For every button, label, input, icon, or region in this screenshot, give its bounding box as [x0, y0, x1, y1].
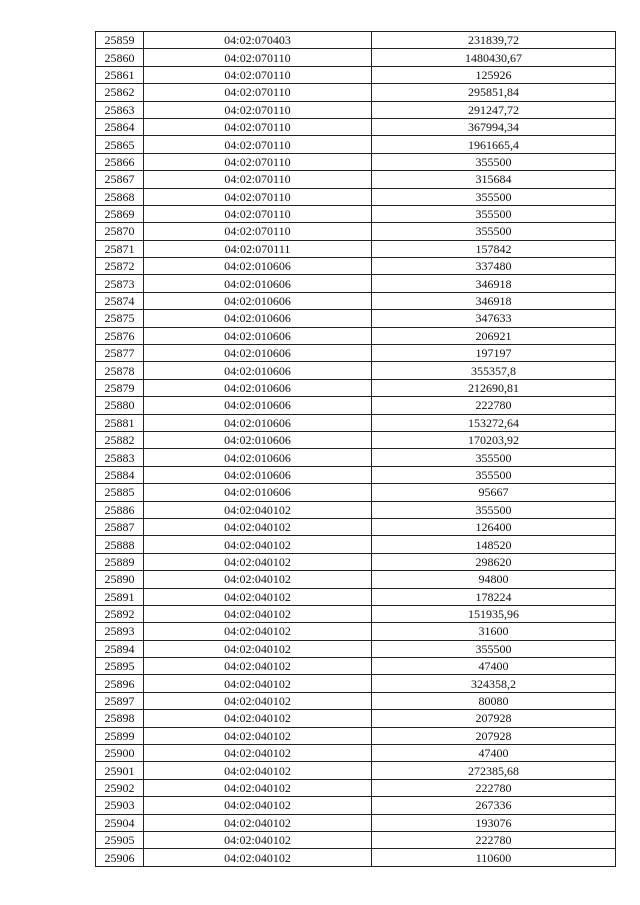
amount-cell: 207928 [372, 727, 616, 744]
table-row [96, 658, 616, 675]
cadastral-code-cell: 04:02:070110 [144, 84, 372, 101]
row-number-cell: 25897 [96, 692, 144, 709]
row-number-cell: 25871 [96, 240, 144, 257]
cadastral-code-cell: 04:02:040102 [144, 571, 372, 588]
cadastral-code-cell: 04:02:040102 [144, 727, 372, 744]
row-number-cell: 25878 [96, 362, 144, 379]
table-row [96, 327, 616, 344]
cadastral-code-cell: 04:02:070110 [144, 136, 372, 153]
amount-cell: 355500 [372, 223, 616, 240]
amount-cell: 47400 [372, 658, 616, 675]
row-number-cell: 25898 [96, 710, 144, 727]
cadastral-code-cell: 04:02:010606 [144, 466, 372, 483]
cadastral-code-cell: 04:02:040102 [144, 675, 372, 692]
amount-cell: 355357,8 [372, 362, 616, 379]
row-number-cell: 25866 [96, 153, 144, 170]
amount-cell: 110600 [372, 849, 616, 866]
row-number-cell: 25884 [96, 466, 144, 483]
amount-cell: 222780 [372, 831, 616, 848]
table-row [96, 675, 616, 692]
row-number-cell: 25864 [96, 118, 144, 135]
row-number-cell: 25894 [96, 640, 144, 657]
table-row [96, 431, 616, 448]
row-number-cell: 25887 [96, 518, 144, 535]
amount-cell: 222780 [372, 397, 616, 414]
cadastral-code-cell: 04:02:040102 [144, 553, 372, 570]
cadastral-code-cell: 04:02:070110 [144, 153, 372, 170]
row-number-cell: 25873 [96, 275, 144, 292]
row-number-cell: 25859 [96, 32, 144, 49]
row-number-cell: 25875 [96, 310, 144, 327]
table-row [96, 449, 616, 466]
table-row [96, 310, 616, 327]
row-number-cell: 25870 [96, 223, 144, 240]
cadastral-code-cell: 04:02:070110 [144, 171, 372, 188]
amount-cell: 197197 [372, 345, 616, 362]
cadastral-code-cell: 04:02:040102 [144, 588, 372, 605]
cadastral-code-cell: 04:02:040102 [144, 745, 372, 762]
amount-cell: 324358,2 [372, 675, 616, 692]
table-row [96, 814, 616, 831]
amount-cell: 125926 [372, 66, 616, 83]
amount-cell: 272385,68 [372, 762, 616, 779]
cadastral-code-cell: 04:02:040102 [144, 710, 372, 727]
cadastral-code-cell: 04:02:040102 [144, 605, 372, 622]
row-number-cell: 25868 [96, 188, 144, 205]
amount-cell: 94800 [372, 571, 616, 588]
table-row [96, 258, 616, 275]
row-number-cell: 25881 [96, 414, 144, 431]
cadastral-code-cell: 04:02:070110 [144, 188, 372, 205]
table-row [96, 640, 616, 657]
table-row [96, 66, 616, 83]
data-table [95, 31, 616, 867]
cadastral-code-cell: 04:02:040102 [144, 814, 372, 831]
cadastral-code-cell: 04:02:070110 [144, 66, 372, 83]
row-number-cell: 25890 [96, 571, 144, 588]
amount-cell: 315684 [372, 171, 616, 188]
cadastral-code-cell: 04:02:010606 [144, 449, 372, 466]
table-row [96, 710, 616, 727]
amount-cell: 355500 [372, 640, 616, 657]
cadastral-code-cell: 04:02:010606 [144, 292, 372, 309]
row-number-cell: 25879 [96, 379, 144, 396]
cadastral-code-cell: 04:02:040102 [144, 692, 372, 709]
table-row [96, 223, 616, 240]
amount-cell: 355500 [372, 153, 616, 170]
table-row [96, 345, 616, 362]
amount-cell: 355500 [372, 205, 616, 222]
table-row [96, 153, 616, 170]
row-number-cell: 25861 [96, 66, 144, 83]
cadastral-code-cell: 04:02:010606 [144, 414, 372, 431]
amount-cell: 207928 [372, 710, 616, 727]
table-row [96, 553, 616, 570]
cadastral-code-cell: 04:02:010606 [144, 345, 372, 362]
amount-cell: 148520 [372, 536, 616, 553]
cadastral-code-cell: 04:02:070110 [144, 101, 372, 118]
amount-cell: 346918 [372, 292, 616, 309]
row-number-cell: 25872 [96, 258, 144, 275]
row-number-cell: 25885 [96, 484, 144, 501]
row-number-cell: 25863 [96, 101, 144, 118]
amount-cell: 178224 [372, 588, 616, 605]
amount-cell: 347633 [372, 310, 616, 327]
table-row [96, 136, 616, 153]
cadastral-code-cell: 04:02:040102 [144, 640, 372, 657]
amount-cell: 95667 [372, 484, 616, 501]
table-row [96, 466, 616, 483]
cadastral-code-cell: 04:02:040102 [144, 849, 372, 866]
amount-cell: 267336 [372, 797, 616, 814]
amount-cell: 47400 [372, 745, 616, 762]
table-row [96, 32, 616, 49]
cadastral-code-cell: 04:02:040102 [144, 762, 372, 779]
table-row [96, 397, 616, 414]
cadastral-code-cell: 04:02:040102 [144, 831, 372, 848]
amount-cell: 206921 [372, 327, 616, 344]
amount-cell: 337480 [372, 258, 616, 275]
row-number-cell: 25905 [96, 831, 144, 848]
amount-cell: 157842 [372, 240, 616, 257]
row-number-cell: 25883 [96, 449, 144, 466]
cadastral-code-cell: 04:02:070111 [144, 240, 372, 257]
table-row [96, 605, 616, 622]
row-number-cell: 25902 [96, 779, 144, 796]
document-page [95, 31, 615, 867]
row-number-cell: 25896 [96, 675, 144, 692]
table-row [96, 292, 616, 309]
row-number-cell: 25882 [96, 431, 144, 448]
amount-cell: 222780 [372, 779, 616, 796]
row-number-cell: 25862 [96, 84, 144, 101]
amount-cell: 126400 [372, 518, 616, 535]
table-row [96, 588, 616, 605]
row-number-cell: 25867 [96, 171, 144, 188]
row-number-cell: 25900 [96, 745, 144, 762]
row-number-cell: 25892 [96, 605, 144, 622]
table-row [96, 849, 616, 866]
amount-cell: 153272,64 [372, 414, 616, 431]
amount-cell: 1961665,4 [372, 136, 616, 153]
table-row [96, 118, 616, 135]
row-number-cell: 25893 [96, 623, 144, 640]
amount-cell: 212690,81 [372, 379, 616, 396]
table-row [96, 84, 616, 101]
table-row [96, 831, 616, 848]
cadastral-code-cell: 04:02:040102 [144, 536, 372, 553]
cadastral-code-cell: 04:02:010606 [144, 310, 372, 327]
row-number-cell: 25895 [96, 658, 144, 675]
table-row [96, 101, 616, 118]
cadastral-code-cell: 04:02:070403 [144, 32, 372, 49]
table-row [96, 414, 616, 431]
amount-cell: 355500 [372, 466, 616, 483]
row-number-cell: 25886 [96, 501, 144, 518]
row-number-cell: 25888 [96, 536, 144, 553]
amount-cell: 298620 [372, 553, 616, 570]
cadastral-code-cell: 04:02:040102 [144, 797, 372, 814]
table-row [96, 692, 616, 709]
amount-cell: 355500 [372, 188, 616, 205]
table-row [96, 797, 616, 814]
amount-cell: 355500 [372, 501, 616, 518]
table-row [96, 623, 616, 640]
table-row [96, 275, 616, 292]
table-row [96, 518, 616, 535]
cadastral-code-cell: 04:02:070110 [144, 118, 372, 135]
row-number-cell: 25880 [96, 397, 144, 414]
row-number-cell: 25901 [96, 762, 144, 779]
table-row [96, 536, 616, 553]
table-row [96, 779, 616, 796]
table-row [96, 205, 616, 222]
cadastral-code-cell: 04:02:010606 [144, 327, 372, 344]
row-number-cell: 25877 [96, 345, 144, 362]
cadastral-code-cell: 04:02:010606 [144, 362, 372, 379]
amount-cell: 151935,96 [372, 605, 616, 622]
table-row [96, 379, 616, 396]
cadastral-code-cell: 04:02:040102 [144, 779, 372, 796]
table-row [96, 745, 616, 762]
table-body [96, 32, 616, 867]
table-row [96, 571, 616, 588]
table-row [96, 362, 616, 379]
amount-cell: 291247,72 [372, 101, 616, 118]
cadastral-code-cell: 04:02:040102 [144, 501, 372, 518]
row-number-cell: 25906 [96, 849, 144, 866]
table-row [96, 501, 616, 518]
row-number-cell: 25876 [96, 327, 144, 344]
row-number-cell: 25860 [96, 49, 144, 66]
row-number-cell: 25903 [96, 797, 144, 814]
amount-cell: 231839,72 [372, 32, 616, 49]
table-row [96, 762, 616, 779]
amount-cell: 1480430,67 [372, 49, 616, 66]
amount-cell: 31600 [372, 623, 616, 640]
amount-cell: 355500 [372, 449, 616, 466]
amount-cell: 346918 [372, 275, 616, 292]
cadastral-code-cell: 04:02:010606 [144, 379, 372, 396]
row-number-cell: 25874 [96, 292, 144, 309]
row-number-cell: 25899 [96, 727, 144, 744]
cadastral-code-cell: 04:02:070110 [144, 223, 372, 240]
row-number-cell: 25889 [96, 553, 144, 570]
cadastral-code-cell: 04:02:070110 [144, 49, 372, 66]
amount-cell: 193076 [372, 814, 616, 831]
row-number-cell: 25904 [96, 814, 144, 831]
cadastral-code-cell: 04:02:040102 [144, 518, 372, 535]
amount-cell: 170203,92 [372, 431, 616, 448]
cadastral-code-cell: 04:02:010606 [144, 397, 372, 414]
cadastral-code-cell: 04:02:010606 [144, 258, 372, 275]
amount-cell: 295851,84 [372, 84, 616, 101]
cadastral-code-cell: 04:02:010606 [144, 484, 372, 501]
table-row [96, 727, 616, 744]
amount-cell: 80080 [372, 692, 616, 709]
table-row [96, 49, 616, 66]
cadastral-code-cell: 04:02:010606 [144, 431, 372, 448]
table-row [96, 171, 616, 188]
cadastral-code-cell: 04:02:040102 [144, 658, 372, 675]
cadastral-code-cell: 04:02:010606 [144, 275, 372, 292]
table-row [96, 240, 616, 257]
cadastral-code-cell: 04:02:070110 [144, 205, 372, 222]
amount-cell: 367994,34 [372, 118, 616, 135]
row-number-cell: 25869 [96, 205, 144, 222]
table-row [96, 484, 616, 501]
cadastral-code-cell: 04:02:040102 [144, 623, 372, 640]
table-row [96, 188, 616, 205]
row-number-cell: 25891 [96, 588, 144, 605]
row-number-cell: 25865 [96, 136, 144, 153]
